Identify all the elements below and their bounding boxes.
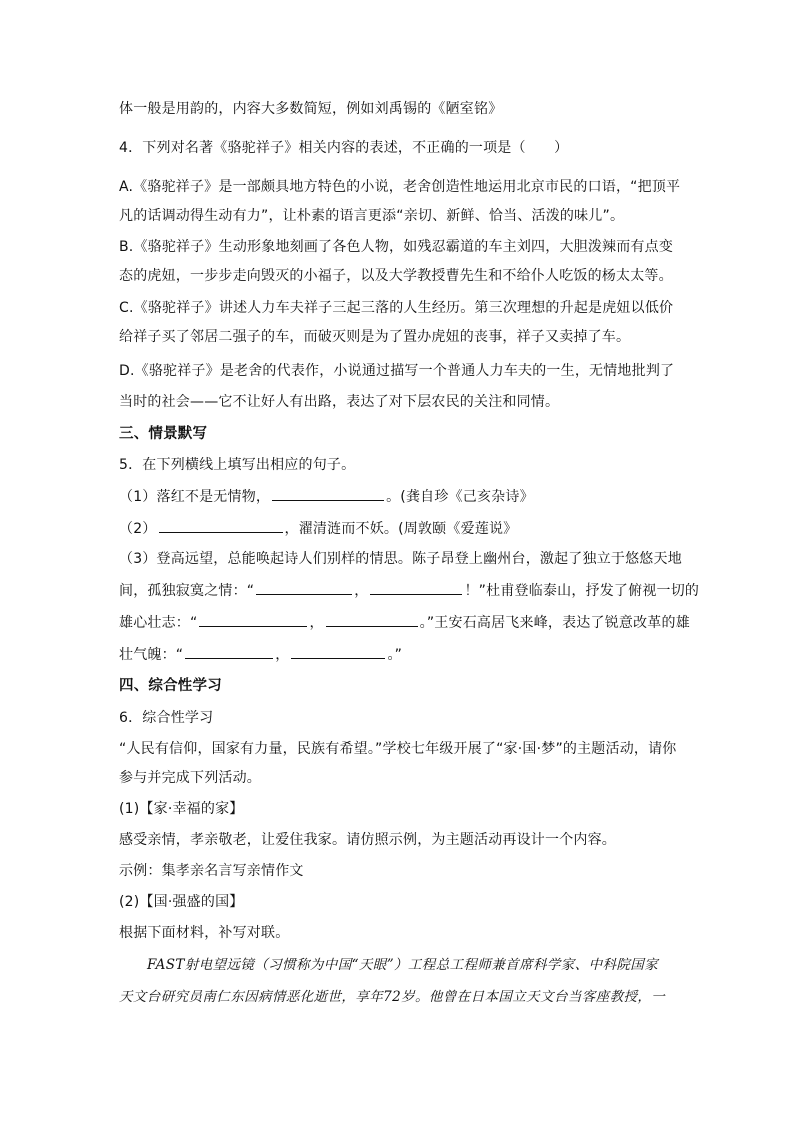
material-line-1: FAST射电望远镜（习惯称为中国“天眼”）工程总工程师兼首席科学家、中科院国家 — [147, 957, 659, 973]
option-b-line-1: B.《骆驼祥子》生动形象地刻画了各色人物，如残忍霸道的车主刘四，大胆泼辣而有点变 — [119, 239, 674, 255]
q5-5-text-b: ， — [309, 615, 324, 631]
option-a-line-1: A.《骆驼祥子》是一部颇具地方特色的小说，老舍创造性地运用北京市民的口语，“把顶平 — [119, 179, 681, 195]
q5-6-text-b: ， — [275, 647, 290, 663]
material-line-2: 天文台研究员南仁东因病情恶化逝世，享年72岁。他曾在日本国立天文台当客座教授，一 — [119, 989, 666, 1005]
q5-6-text-a: 壮气魄：“ — [119, 647, 184, 663]
option-d-line-1: D.《骆驼祥子》是老舍的代表作，小说通过描写一个普通人力车夫的一生，无情地批判了 — [119, 363, 675, 379]
answer-blank[interactable] — [256, 580, 352, 595]
q5-4-text-b: ， — [354, 583, 369, 599]
option-d-line-2: 当时的社会——它不让好人有出路，表达了对下层农民的关注和同情。 — [119, 394, 560, 410]
answer-blank[interactable] — [199, 612, 307, 627]
option-a-line-2: 凡的话调动得生动有力”，让朴素的语言更添“亲切、新鲜、恰当、活泼的味儿”。 — [119, 208, 625, 224]
question-5: 5．在下列横线上填写出相应的句子。 — [119, 457, 356, 473]
question-6: 6．综合性学习 — [119, 710, 214, 726]
question-5-item-3: （3）登高远望，总能唤起诗人们别样的情思。陈子昂登上幽州台，激起了独立于悠悠天地 — [119, 551, 682, 567]
answer-blank[interactable] — [370, 580, 462, 595]
q5-4-text-a: 间，孤独寂寞之情：“ — [119, 583, 255, 599]
section-heading-3: 三、情景默写 — [119, 426, 208, 442]
q5-4-text-c: ！”杜甫登临泰山，抒发了俯视一切的 — [464, 583, 700, 599]
option-b-line-2: 态的虎妞，一步步走向毁灭的小福子，以及大学教授曹先生和不给仆人吃饭的杨太太等。 — [119, 268, 673, 284]
answer-blank[interactable] — [326, 612, 418, 627]
part-1-example: 示例：集孝亲名言写亲情作文 — [119, 863, 304, 879]
part-2-description: 根据下面材料，补写对联。 — [119, 925, 290, 941]
question-6-intro-1: “人民有信仰，国家有力量，民族有希望。”学校七年级开展了“家·国·梦”的主题活动，请你 — [119, 741, 677, 757]
question-5-item-3-line-2 — [119, 580, 700, 601]
part-1-title: (1)【家·幸福的家】 — [119, 801, 244, 817]
option-c-line-2: 给祥子买了邻居二强子的车，而破灭则是为了置办虎妞的丧事，祥子又卖掉了车。 — [119, 329, 631, 345]
question-5-item-1 — [119, 486, 679, 507]
section-heading-4: 四、综合性学习 — [119, 678, 222, 694]
question-4: 4．下列对名著《骆驼祥子》相关内容的表述，不正确的一项是（ ） — [119, 140, 569, 156]
answer-blank[interactable] — [272, 486, 384, 501]
answer-blank[interactable] — [159, 518, 283, 533]
answer-blank[interactable] — [185, 644, 273, 659]
q5-2-text-b: ，濯清涟而不妖。(周敦颐《爱莲说》 — [284, 521, 518, 537]
q5-1-text-a: （1）落红不是无情物， — [119, 489, 271, 505]
q5-5-text-a: 雄心壮志：“ — [119, 615, 198, 631]
text-line: 体一般是用韵的，内容大多数简短，例如刘禹锡的《陋室铭》 — [119, 101, 503, 117]
question-6-intro-2: 参与并完成下列活动。 — [119, 770, 261, 786]
question-5-item-2 — [119, 518, 679, 539]
part-1-description: 感受亲情，孝亲敬老，让爱住我家。请仿照示例，为主题活动再设计一个内容。 — [119, 832, 616, 848]
answer-blank[interactable] — [291, 644, 385, 659]
part-2-title: (2)【国·强盛的国】 — [119, 894, 244, 910]
q5-1-text-b: 。(龚自珍《己亥杂诗》 — [386, 489, 534, 505]
q5-2-text-a: （2） — [119, 521, 157, 537]
q5-6-text-c: 。” — [387, 647, 403, 663]
question-5-item-3-line-3 — [119, 612, 690, 633]
q5-5-text-c: 。”王安石高居飞来峰，表达了锐意改革的雄 — [419, 615, 690, 631]
question-5-item-3-line-4 — [119, 644, 679, 665]
option-c-line-1: C.《骆驼祥子》讲述人力车夫祥子三起三落的人生经历。第三次理想的升起是虎妞以低价 — [119, 300, 674, 316]
